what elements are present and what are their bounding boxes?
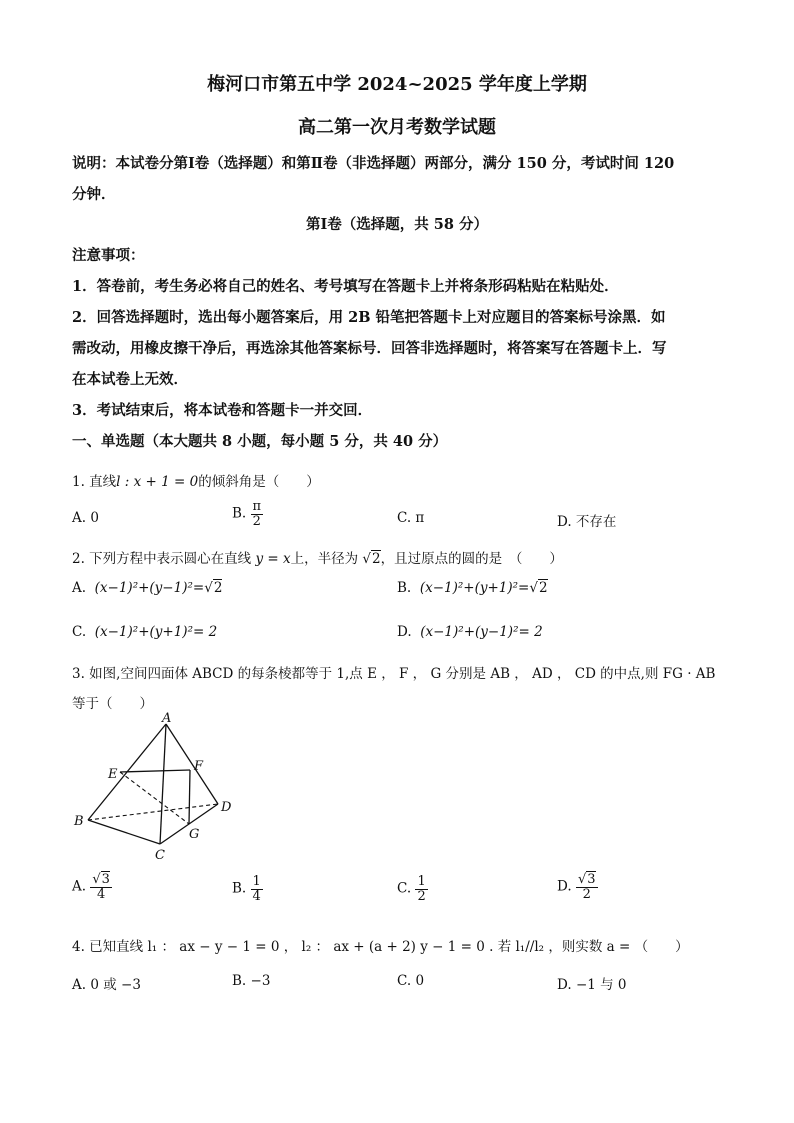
q2-stem-radical: √2 (362, 551, 381, 567)
q2-option-d: D. (x−1)²+(y−1)²= 2 (397, 624, 543, 640)
question-3-stem-line1: 3. 如图,空间四面体 ABCD 的每条棱都等于 1,点 E ， F ， G 分别是 AB ， AD ， CD 的中点,则 FG · AB (72, 666, 716, 682)
edge-ad (166, 724, 218, 804)
point-label-e: E (108, 767, 118, 782)
q4-option-c: C. 0 (397, 973, 425, 989)
point-label-f: F (194, 759, 204, 774)
edge-bc (88, 820, 160, 844)
q1-option-d: D. 不存在 (557, 514, 617, 530)
q4-option-d: D. −1 与 0 (557, 977, 627, 993)
segment-ef (120, 770, 190, 772)
vertex-label-a: A (162, 712, 172, 726)
tetrahedron-figure (68, 712, 248, 862)
note-1: 1．答卷前，考生务必将自己的姓名、考号填写在答题卡上并将条形码粘贴在粘贴处． (72, 278, 619, 295)
vertex-label-b: B (74, 814, 84, 829)
q1-option-b (232, 500, 263, 528)
note-2-line1: 2．回答选择题时，选出每小题答案后，用 2B 铅笔把答题卡上对应题目的答案标号涂黑．如 (72, 309, 666, 326)
q1-suffix: 的倾斜角是（ ） (198, 474, 320, 490)
instructions-line2: 分钟． (72, 186, 116, 203)
exam-title-line1: 梅河口市第五中学 2024~2025 学年度上学期 (207, 74, 587, 95)
q1-option-b-fraction (251, 500, 264, 528)
q1-option-a: A. 0 (72, 510, 99, 526)
q2-option-a: A. (x−1)²+(y−1)²=√2 (72, 580, 223, 596)
vertex-label-d: D (221, 800, 232, 815)
instructions-line1: 说明：本试卷分第Ⅰ卷（选择题）和第Ⅱ卷（非选择题）两部分，满分 150 分，考试时间 120 (72, 155, 675, 172)
segment-eg-hidden (120, 772, 189, 824)
q1-option-b-label: B. (232, 505, 247, 522)
note-2-line2: 需改动，用橡皮擦干净后，再选涂其他答案标号．回答非选择题时，将答案写在答题卡上．写 (72, 340, 667, 357)
segment-fg (189, 770, 190, 824)
q2-option-b: B. (x−1)²+(y+1)²=√2 (397, 580, 548, 596)
q3-option-a: A. $\frac{√3}{4}$ (72, 872, 110, 902)
note-3: 3．考试结束后，将本试卷和答题卡一并交回． (72, 402, 373, 419)
q2-stem-suffix: ，且过原点的圆的是 （ ） (380, 551, 563, 567)
q1-b-numerator: π (252, 499, 262, 514)
q4-option-a: A. 0 或 −3 (72, 977, 141, 993)
question-2-stem (72, 547, 563, 567)
q2-stem-mid: 上，半径为 (290, 551, 359, 567)
section-1-title: 一、单选题（本大题共 8 小题，每小题 5 分，共 40 分） (72, 433, 448, 450)
question-1-stem (72, 470, 320, 490)
q4-option-b: B. −3 (232, 973, 271, 989)
question-4-stem: 4. 已知直线 l₁ ： ax − y − 1 = 0 ， l₂ ： ax + (a + 2) y − 1 = 0 . 若 l₁//l₂ ，则实数 a = （ ） (72, 939, 689, 955)
vertex-label-c: C (155, 848, 165, 862)
exam-title-line2: 高二第一次月考数学试题 (298, 117, 496, 138)
q1-option-c: C. π (397, 510, 425, 526)
point-label-g: G (189, 827, 200, 842)
q3-option-d: D. $\frac{√3}{2}$ (557, 872, 596, 902)
q3-option-b: B. $\frac{1}{4}$ (232, 874, 261, 904)
notes-title: 注意事项： (72, 247, 145, 264)
q1-b-denominator: 2 (252, 513, 261, 529)
question-3-stem-line2: 等于（ ） (72, 696, 153, 712)
q1-prefix: 1. 直线 (72, 474, 117, 490)
q2-stem-prefix: 2. 下列方程中表示圆心在直线 (72, 551, 252, 567)
edge-ac (160, 724, 166, 844)
q3-option-c: C. $\frac{1}{2}$ (397, 874, 426, 904)
part1-title: 第Ⅰ卷（选择题，共 58 分） (305, 216, 489, 233)
q1-expression: l : x + 1 = 0 (116, 474, 199, 490)
q2-stem-expr: y = x (255, 551, 291, 567)
note-2-line3: 在本试卷上无效． (72, 371, 188, 388)
q2-option-c: C. (x−1)²+(y+1)²= 2 (72, 624, 218, 640)
